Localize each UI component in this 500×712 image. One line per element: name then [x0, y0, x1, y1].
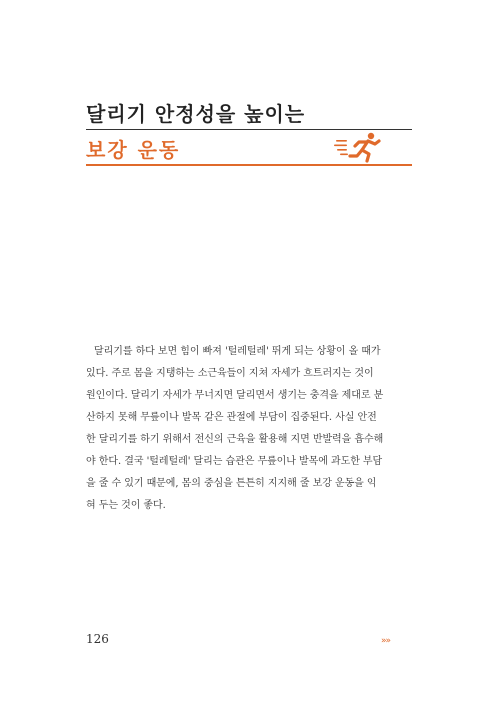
runner-icon: [334, 131, 382, 163]
body-line: 산하지 못해 무릎이나 발목 같은 관절에 부담이 집중된다. 사실 안전: [86, 412, 377, 423]
body-line: 야 한다. 결국 '털레털레' 달리는 습관은 무릎이나 발목에 과도한 부담: [86, 456, 383, 467]
body-line: 달리기를 하다 보면 힘이 빠져 '털레털레' 뛰게 되는 상황이 올 때가: [94, 346, 381, 357]
body-line: 있다. 주로 몸을 지탱하는 소근육들이 지쳐 자세가 흐트러지는 것이: [86, 368, 374, 379]
continue-mark: »»: [381, 636, 391, 646]
heading-line-1: 달리기 안정성을 높이는: [86, 102, 306, 126]
body-paragraph: [86, 341, 412, 517]
heading-divider: [86, 129, 412, 130]
body-line: 원인이다. 달리기 자세가 무너지면 달리면서 생기는 충격을 제대로 분: [86, 390, 384, 401]
body-line: 을 줄 수 있기 때문에, 몸의 중심을 튼튼히 지지해 줄 보강 운동을 익: [86, 478, 377, 489]
heading-bottom-rule: [86, 164, 412, 166]
body-line: 한 달리기를 하기 위해서 전신의 근육을 활용해 지면 반발력을 흡수해: [86, 434, 384, 445]
page-number: 126: [86, 632, 109, 646]
body-line: 혀 두는 것이 좋다.: [86, 500, 166, 511]
heading-line-2: 보강 운동: [86, 138, 181, 162]
